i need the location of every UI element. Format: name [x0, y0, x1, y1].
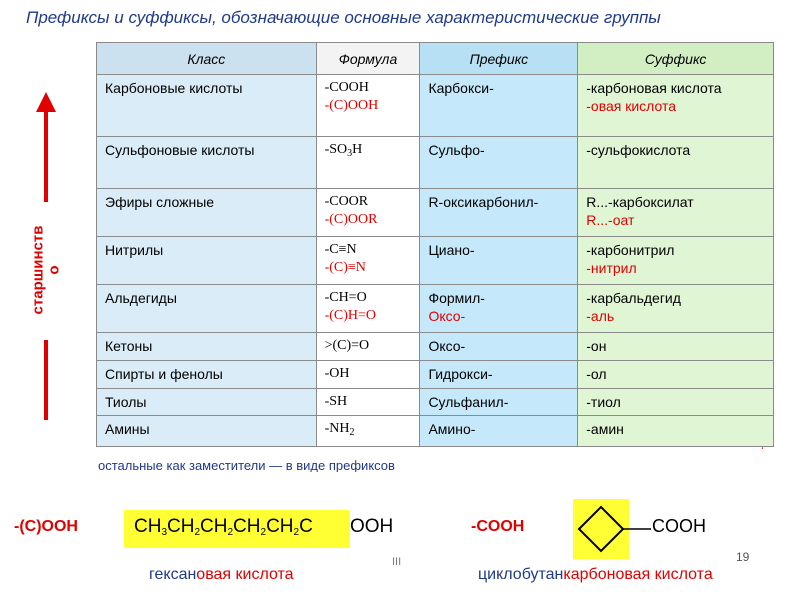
table-row — [97, 189, 774, 237]
formula-line: >(C)=O — [324, 338, 370, 353]
header-prefix: Префикс — [420, 43, 578, 75]
table-row — [97, 389, 774, 416]
suffix-line: -ол — [586, 366, 607, 382]
prefix-line: Циано- — [428, 242, 475, 258]
example-left-label: -(C)OOH — [14, 518, 78, 535]
header-suffix: Суффикс — [578, 43, 774, 75]
formula-text: $CH_3CH_2CH_2CH_2CH_2C$ — [134, 516, 313, 538]
formula-line: -CH=O — [324, 290, 367, 305]
seniority-label: старшинств о — [29, 225, 63, 315]
formula-line-alt: -(C)H=O — [324, 308, 377, 323]
table-row — [97, 361, 774, 389]
suffix-line: R...-карбоксилат — [586, 194, 694, 210]
header-formula: Формула — [316, 43, 420, 75]
cell-suffix — [578, 285, 774, 333]
suffix-line: -карбоновая кислота — [586, 80, 722, 96]
formula-line: -COOR — [324, 194, 369, 209]
formula-line: -C≡N — [324, 242, 357, 257]
cell-prefix — [420, 75, 578, 137]
formula-line-alt: -(C)OOH — [324, 98, 379, 113]
table-row — [97, 75, 774, 137]
cell-class: Сульфоновые кислоты — [97, 137, 317, 189]
table-row — [97, 237, 774, 285]
prefix-line: Сульфо- — [428, 142, 485, 158]
formula-line: $-SO_3H$ — [324, 142, 363, 159]
cell-prefix — [420, 361, 578, 389]
table-row — [97, 333, 774, 361]
cyclobutane-ring-icon — [573, 499, 663, 561]
suffix-line: -сульфокислота — [586, 142, 691, 158]
suffix-line: -тиол — [586, 394, 621, 410]
table-row — [97, 416, 774, 447]
prefix-line: Гидрокси- — [428, 366, 493, 382]
cell-prefix — [420, 189, 578, 237]
cell-suffix — [578, 75, 774, 137]
hexanoic-formula-main — [124, 510, 350, 548]
arrow-shaft-top — [44, 112, 48, 202]
background-text: остальные как заместители — в виде префиксов — [98, 458, 395, 472]
cell-suffix — [578, 189, 774, 237]
cell-formula — [316, 389, 420, 416]
formula-line: -OH — [324, 366, 350, 381]
name-root: циклобутан — [478, 566, 564, 583]
suffix-line-alt: -нитрил — [586, 260, 637, 276]
hexanoic-formula-tail: OOH — [350, 516, 394, 537]
example-right-label: -COOH — [471, 518, 525, 535]
prefix-line: Оксо- — [428, 338, 466, 354]
formula-line: $-NH_2$ — [324, 421, 355, 438]
cell-prefix — [420, 389, 578, 416]
suffix-line-alt: -аль — [586, 308, 615, 324]
cell-formula — [316, 237, 420, 285]
arrow-up-icon — [36, 92, 56, 112]
cell-suffix — [578, 237, 774, 285]
formula-line: -SH — [324, 394, 348, 409]
cell-formula — [316, 333, 420, 361]
cell-suffix — [578, 389, 774, 416]
cell-class: Карбоновые кислоты — [97, 75, 317, 137]
formula-line: -COOH — [324, 80, 369, 95]
name-root: гексан — [149, 566, 197, 583]
suffix-line: -карбальдегид — [586, 290, 681, 306]
prefix-line: Сульфанил- — [428, 394, 509, 410]
page-number: 19 — [736, 550, 750, 564]
arrow-shaft-bottom — [44, 340, 48, 420]
cell-formula — [316, 361, 420, 389]
cell-class: Эфиры сложные — [97, 189, 317, 237]
prefix-line: Карбокси- — [428, 80, 494, 96]
groups-table — [96, 42, 774, 447]
table-row — [97, 137, 774, 189]
header-class: Класс — [97, 43, 317, 75]
slide-mark: III — [392, 556, 402, 568]
cell-prefix — [420, 285, 578, 333]
cell-formula — [316, 416, 420, 447]
cell-formula — [316, 285, 420, 333]
slide-title: Префиксы и суффиксы, обозначающие основные характеристические группы — [26, 8, 661, 27]
name-suffix: карбоновая кислота — [563, 566, 713, 583]
cell-formula — [316, 189, 420, 237]
cell-suffix — [578, 333, 774, 361]
prefix-line: Амино- — [428, 421, 476, 437]
seniority-label-wrapper — [24, 205, 68, 335]
cell-prefix — [420, 237, 578, 285]
cooh-group-label: COOH — [652, 516, 706, 536]
cell-prefix — [420, 416, 578, 447]
cell-suffix — [578, 361, 774, 389]
prefix-line-alt: Оксо- — [428, 308, 466, 324]
cell-class: Спирты и фенолы — [97, 361, 317, 389]
table-header-row — [97, 43, 774, 75]
cell-prefix — [420, 333, 578, 361]
hexanoic-acid-name — [149, 566, 294, 584]
name-suffix: овая кислота — [196, 566, 294, 583]
formula-line-alt: -(C)OOR — [324, 212, 378, 227]
cell-suffix — [578, 416, 774, 447]
suffix-line-alt: R...-оат — [586, 212, 635, 228]
cell-formula — [316, 137, 420, 189]
cell-class: Нитрилы — [97, 237, 317, 285]
cell-prefix — [420, 137, 578, 189]
prefix-line: Формил- — [428, 290, 485, 306]
suffix-line: -амин — [586, 421, 624, 437]
table-row — [97, 285, 774, 333]
suffix-line-alt: -овая кислота — [586, 98, 677, 114]
cell-class: Амины — [97, 416, 317, 447]
cell-class: Кетоны — [97, 333, 317, 361]
cell-class: Тиолы — [97, 389, 317, 416]
cell-suffix — [578, 137, 774, 189]
suffix-line: -карбонитрил — [586, 242, 675, 258]
cyclobutane-acid-name — [478, 566, 713, 584]
cell-class: Альдегиды — [97, 285, 317, 333]
prefix-line: R-оксикарбонил- — [428, 194, 539, 210]
formula-line-alt: -(C)≡N — [324, 260, 366, 275]
cell-formula — [316, 75, 420, 137]
suffix-line: -он — [586, 338, 607, 354]
